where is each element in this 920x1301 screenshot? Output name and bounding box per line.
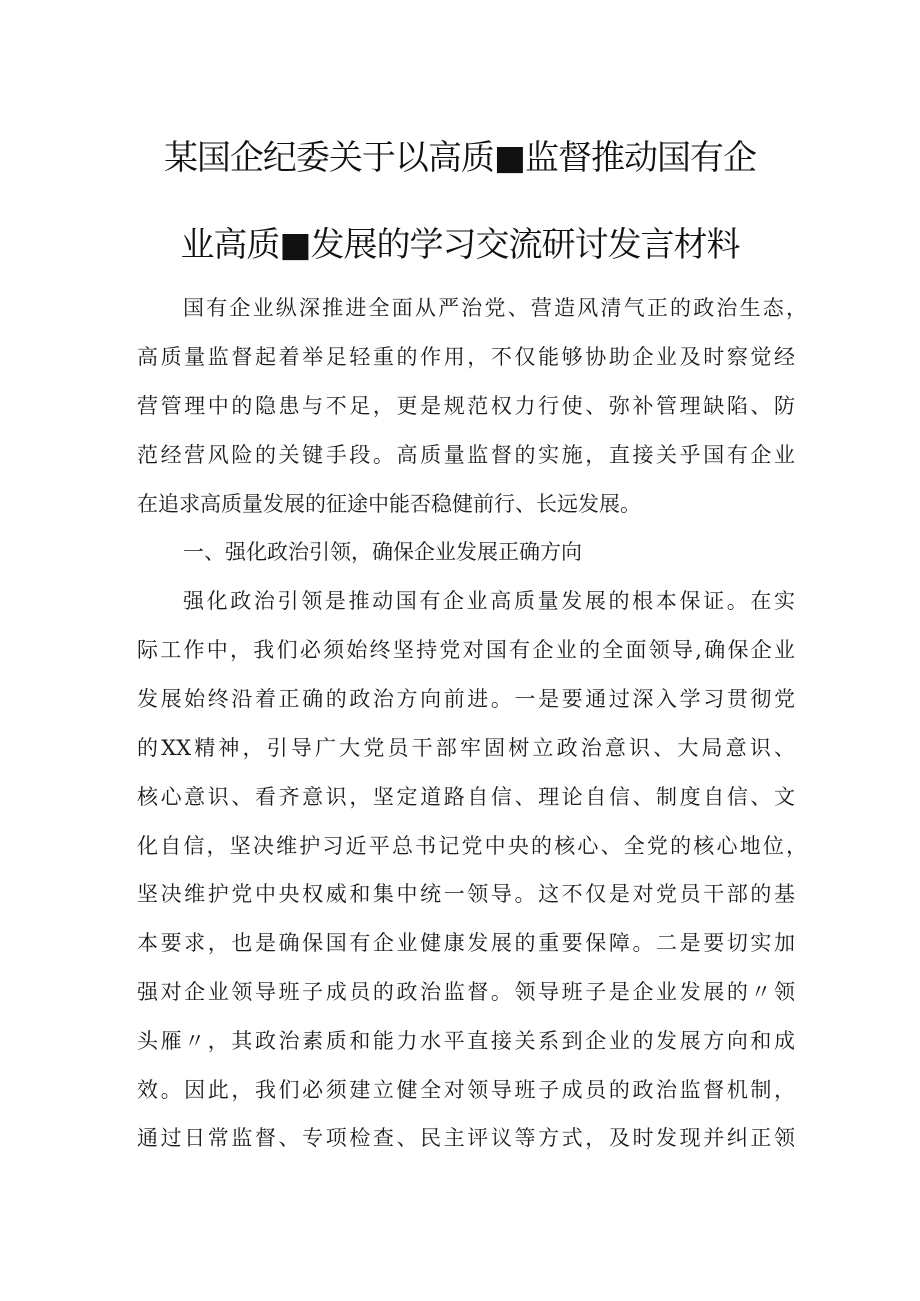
body-line: 国有企业纵深推进全面从严治党、营造风清气正的政治生态， xyxy=(183,296,807,320)
body-line: 核心意识、看齐意识，坚定道路自信、理论自信、制度自信、文 xyxy=(137,785,795,809)
body-line: 营管理中的隐患与不足，更是规范权力行使、弥补管理缺陷、防 xyxy=(137,394,795,418)
body-line: 效。因此，我们必须建立健全对领导班子成员的政治监督机制， xyxy=(137,1078,795,1102)
body-line: 范经营风险的关键手段。高质量监督的实施，直接关乎国有企业 xyxy=(137,443,795,467)
section-heading: 一、强化政治引领，确保企业发展正确方向 xyxy=(183,540,582,564)
body-line: 际工作中，我们必须始终坚持党对国有企业的全面领导,确保企业 xyxy=(137,638,795,662)
body-line: 化自信，坚决维护习近平总书记党中央的核心、全党的核心地位， xyxy=(137,834,807,858)
body-line: 的XX精神，引导广大党员干部牢固树立政治意识、大局意识、 xyxy=(137,736,795,760)
body-line: 头雁〃，其政治素质和能力水平直接关系到企业的发展方向和成 xyxy=(137,1029,795,1053)
body-line: 本要求，也是确保国有企业健康发展的重要保障。二是要切实加 xyxy=(137,931,795,955)
body-line: 坚决维护党中央权威和集中统一领导。这不仅是对党员干部的基 xyxy=(137,882,795,906)
document-title-line-1: 某国企纪委关于以高质■监督推动国有企 xyxy=(163,138,757,178)
body-line: 强对企业领导班子成员的政治监督。领导班子是企业发展的〃领 xyxy=(137,980,795,1004)
body-line: 通过日常监督、专项检查、民主评议等方式，及时发现并纠正领 xyxy=(137,1126,795,1150)
body-line: 发展始终沿着正确的政治方向前进。一是要通过深入学习贯彻党 xyxy=(137,687,795,711)
body-line: 在追求高质量发展的征途中能否稳健前行、长远发展。 xyxy=(137,492,641,516)
document-title-line-2: 业高质■发展的学习交流研讨发言材料 xyxy=(180,225,740,265)
body-line: 强化政治引领是推动国有企业高质量发展的根本保证。在实 xyxy=(183,589,795,613)
body-line: 高质量监督起着举足轻重的作用，不仅能够协助企业及时察觉经 xyxy=(137,345,795,369)
